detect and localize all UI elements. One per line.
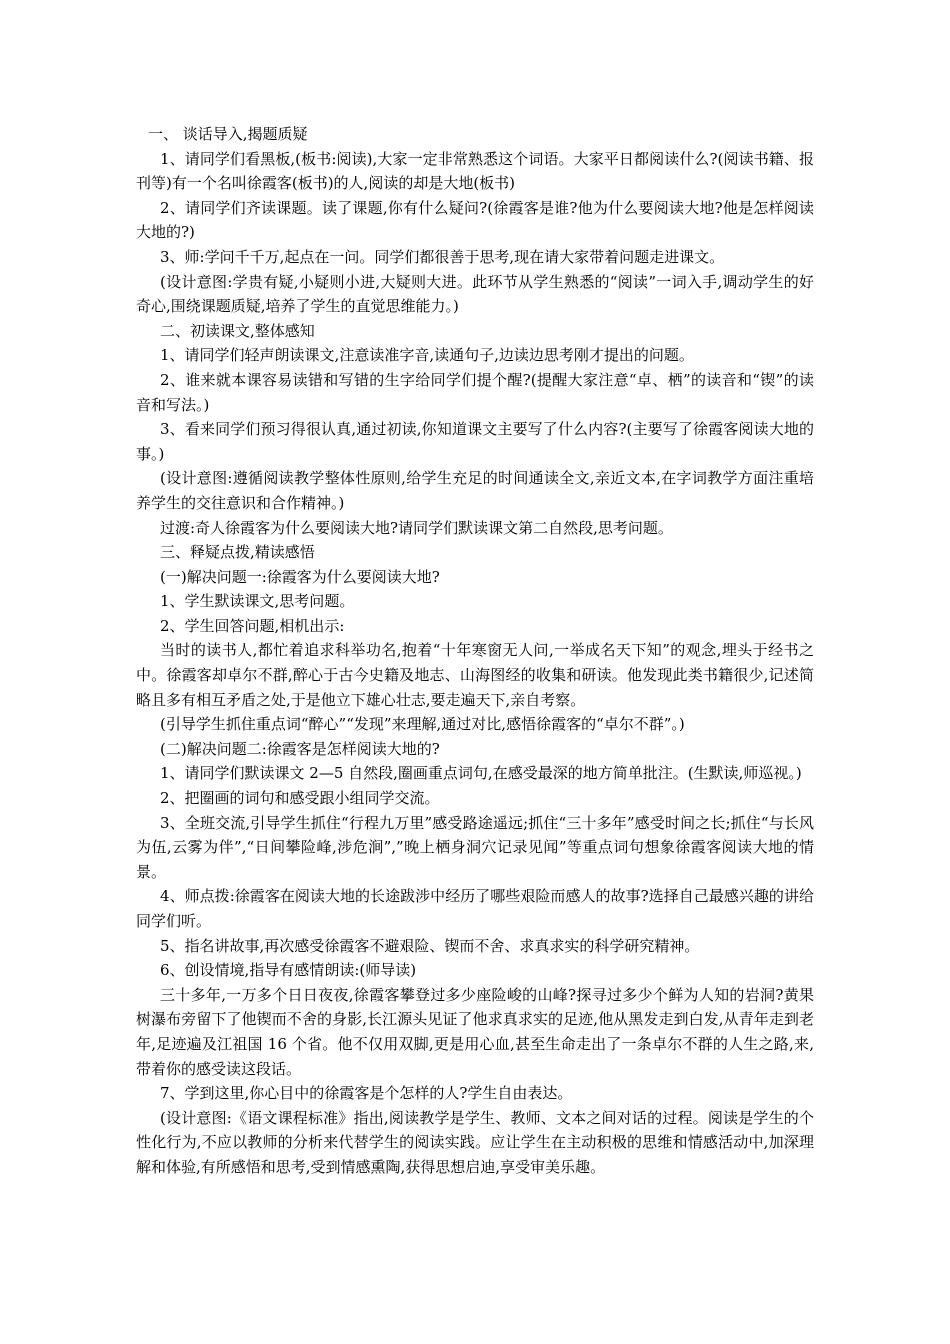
document-page [136, 122, 814, 1180]
subsection-heading: (二)解决问题二:徐霞客是怎样阅读大地的? [160, 739, 440, 758]
design-intent-note: (设计意图:学贵有疑,小疑则小进,大疑则大进。此环节从学生熟悉的“阅读”一词入手,调动学生的好奇心,围绕课题质疑,培养了学生的直觉思维能力。) [136, 272, 814, 316]
paragraph: 3、看来同学们预习得很认真,通过初读,你知道课文主要写了什么内容?(主要写了徐霞客阅读大地的事。) [136, 420, 814, 463]
quoted-passage: 当时的读书人,都忙着追求科举功名,抱着“十年寒窗无人问,一举成名天下知”的观念,埋头于经书之中。徐霞客却卓尔不群,醉心于古今史籍及地志、山海图经的收集和研读。他发现此类书籍很少,记述简略且多有相互矛盾之处,于是他立下雄心壮志,要走遍天下,亲自考察。 [136, 641, 814, 709]
paragraph: 4、师点拨:徐霞客在阅读大地的长途跋涉中经历了哪些艰险而感人的故事?选择自己最感兴趣的讲给同学们听。 [136, 887, 814, 930]
paragraph: 2、谁来就本课容易读错和写错的生字给同学们提个醒?(提醒大家注意“卓、栖”的读音和“锲”的读音和写法。) [136, 370, 814, 414]
transition-paragraph: 过渡:奇人徐霞客为什么要阅读大地?请同学们默读课文第二自然段,思考问题。 [160, 518, 673, 537]
paragraph: 1、请同学们轻声朗读课文,注意读准字音,读通句子,边读边思考刚才提出的问题。 [160, 346, 694, 365]
subsection-heading: (一)解决问题一:徐霞客为什么要阅读大地? [160, 567, 440, 586]
paragraph: 3、师:学问千千万,起点在一问。同学们都很善于思考,现在请大家带着问题走进课文。 [160, 247, 725, 266]
paragraph: 6、创设情境,指导有感情朗读:(师导读) [160, 961, 417, 980]
paragraph: 1、学生默读课文,思考问题。 [160, 592, 355, 611]
paragraph: 7、学到这里,你心目中的徐霞客是个怎样的人?学生自由表达。 [160, 1084, 573, 1103]
paragraph: 2、把圈画的词句和感受跟小组同学交流。 [160, 789, 440, 808]
guidance-note: (引导学生抓住重点词“醉心”“发现”来理解,通过对比,感悟徐霞客的“卓尔不群”。) [160, 715, 685, 734]
section-heading-1: 一、 谈话导入,揭题质疑 [148, 125, 308, 143]
design-intent-note: (设计意图:遵循阅读教学整体性原则,给学生充足的时间通读全文,亲近文本,在字词教学方面注重培养学生的交往意识和合作精神。) [136, 469, 814, 512]
paragraph: 1、请同学们看黑板,(板书:阅读),大家一定非常熟悉这个词语。大家平日都阅读什么?(阅读书籍、报刊等)有一个名叫徐霞客(板书)的人,阅读的却是大地(板书) [136, 149, 814, 193]
section-heading-2: 二、初读课文,整体感知 [160, 321, 315, 340]
paragraph: 2、学生回答问题,相机出示: [160, 616, 345, 635]
design-intent-note: (设计意图:《语文课程标准》指出,阅读教学是学生、教师、文本之间对话的过程。阅读是学生的个性化行为,不应以教师的分析来代替学生的阅读实践。应让学生在主动积极的思维和情感活动中,加深理解和体验,有所感悟和思考,受到情感熏陶,获得思想启迪,享受审美乐趣。 [136, 1108, 814, 1176]
paragraph: 1、请同学们默读课文 2—5 自然段,圈画重点词句,在感受最深的地方简单批注。(生默读,师巡视。) [160, 764, 802, 783]
paragraph: 5、指名讲故事,再次感受徐霞客不避艰险、锲而不舍、求真求实的科学研究精神。 [160, 936, 700, 955]
paragraph: 3、全班交流,引导学生抓住“行程九万里”感受路途遥远;抓住“三十多年”感受时间之长;抓住“与长风为伍,云雾为伴”,“日间攀险峰,涉危涧”,”晚上栖身洞穴记录见闻”等重点词句想象徐霞客阅读大地的情景。 [136, 813, 814, 881]
section-heading-3: 三、释疑点拨,精读感悟 [160, 543, 315, 562]
paragraph: 2、请同学们齐读课题。读了课题,你有什么疑问?(徐霞客是谁?他为什么要阅读大地?他是怎样阅读大地的?) [136, 198, 814, 242]
quoted-passage: 三十多年,一万多个日日夜夜,徐霞客攀登过多少座险峻的山峰?探寻过多少个鲜为人知的岩洞?黄果树瀑布旁留下了他锲而不舍的身影,长江源头见证了他求真求实的足迹,他从黑发走到白发,从青年走到老年,足迹遍及江祖国 16 个省。他不仅用双脚,更是用心血,甚至生命走出了一条卓尔不群的人生之路,来,带着你的感受读这段话。 [136, 985, 814, 1078]
